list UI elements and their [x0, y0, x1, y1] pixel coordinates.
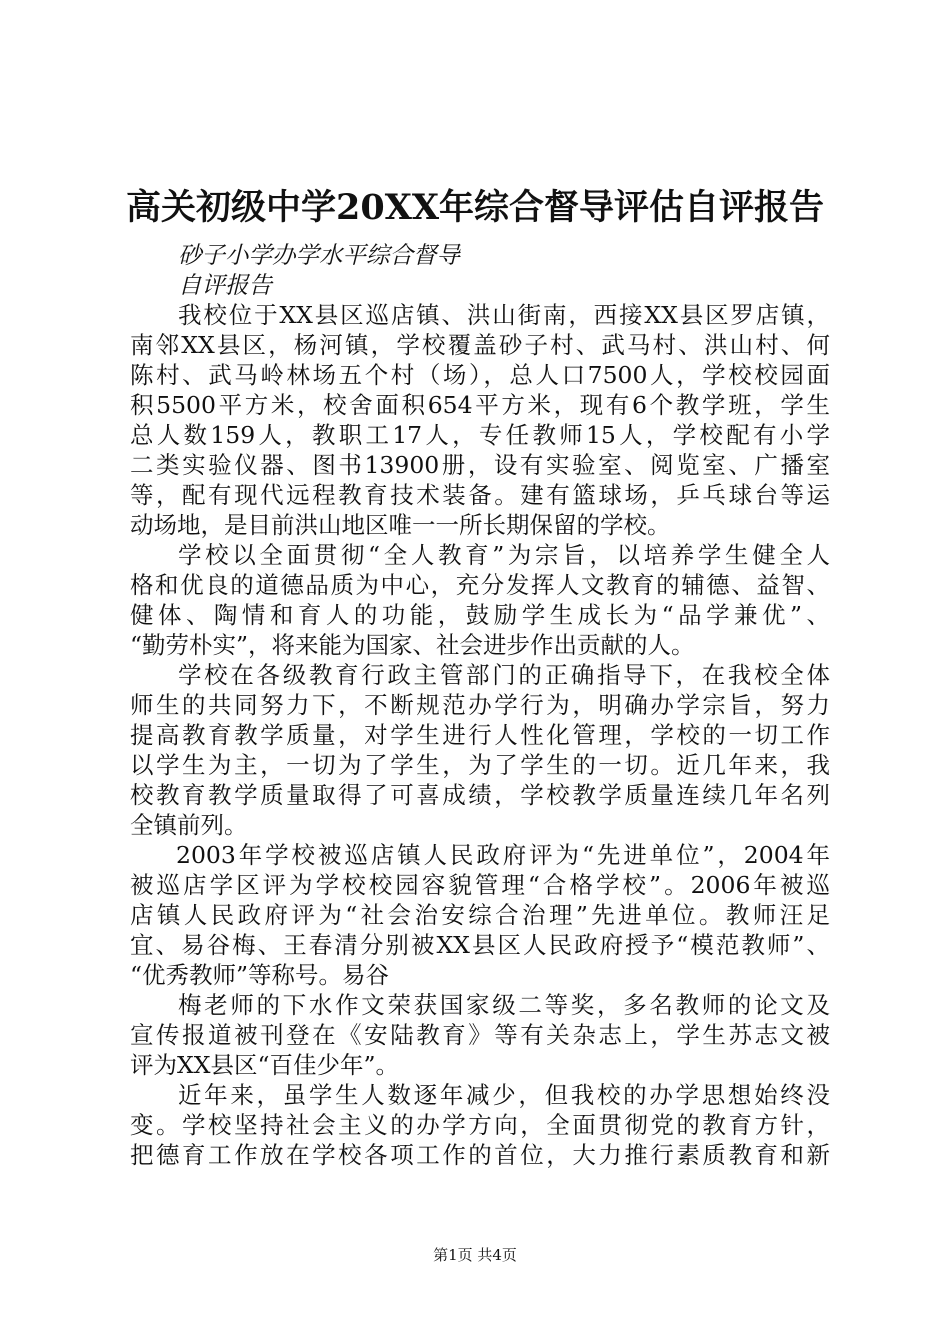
text-line: 学校在各级教育行政主管部门的正确指导下，在我校全体	[178, 661, 830, 689]
text-line: “优秀教师”等称号。易谷	[130, 961, 390, 989]
text-line: 近年来，虽学生人数逐年减少，但我校的办学思想始终没	[178, 1081, 830, 1109]
text-line: 店镇人民政府评为“社会治安综合治理”先进单位。教师汪足	[130, 901, 830, 929]
text-line: 提高教育教学质量，对学生进行人性化管理，学校的一切工作	[130, 721, 830, 749]
text-line: 校教育教学质量取得了可喜成绩，学校教学质量连续几年名列	[130, 781, 830, 809]
text-line: 南邻XX县区，杨河镇，学校覆盖砂子村、武马村、洪山村、何	[130, 331, 830, 359]
text-line: 把德育工作放在学校各项工作的首位，大力推行素质教育和新	[130, 1141, 830, 1169]
text-line: 积5500平方米，校舍面积654平方米，现有6个教学班，学生	[130, 391, 830, 419]
text-line: 被巡店学区评为学校校园容貌管理“合格学校”。2006年被巡	[130, 871, 830, 899]
page-footer: 第1页 共4页	[433, 1246, 517, 1264]
text-line: 格和优良的道德品质为中心，充分发挥人文教育的辅德、益智、	[130, 571, 830, 599]
text-line: 等，配有现代远程教育技术装备。建有篮球场，乒乓球台等运	[130, 481, 830, 509]
text-line: 变。学校坚持社会主义的办学方向，全面贯彻党的教育方针，	[130, 1111, 830, 1139]
text-line: 梅老师的下水作文荣获国家级二等奖，多名教师的论文及	[178, 991, 830, 1019]
text-line: 陈村、武马岭林场五个村（场），总人口7500人，学校校园面	[130, 361, 830, 389]
text-line: 以学生为主，一切为了学生，为了学生的一切。近几年来，我	[130, 751, 830, 779]
text-line: 宜、易谷梅、王春清分别被XX县区人民政府授予“模范教师”、	[130, 931, 830, 959]
text-line: 动场地，是目前洪山地区唯一一所长期保留的学校。	[130, 511, 671, 539]
text-line: 宣传报道被刊登在《安陆教育》等有关杂志上，学生苏志文被	[130, 1021, 830, 1049]
text-line: 我校位于XX县区巡店镇、洪山街南，西接XX县区罗店镇，	[178, 301, 830, 329]
text-line: 二类实验仪器、图书13900册，设有实验室、阅览室、广播室	[130, 451, 830, 479]
text-line: 评为XX县区“百佳少年”。	[130, 1051, 399, 1079]
text-line: 师生的共同努力下，不断规范办学行为，明确办学宗旨，努力	[130, 691, 830, 719]
document-title: 高关初级中学20XX年综合督导评估自评报告	[125, 187, 825, 228]
text-line: 全镇前列。	[130, 811, 248, 839]
text-line: “勤劳朴实”，将来能为国家、社会进步作出贡献的人。	[130, 631, 695, 659]
text-line: 学校以全面贯彻“全人教育”为宗旨，以培养学生健全人	[178, 541, 830, 569]
document-body	[130, 240, 830, 1170]
text-line: 总人数159人，教职工17人，专任教师15人，学校配有小学	[130, 421, 830, 449]
subtitle-line: 自评报告	[178, 271, 272, 299]
text-line: 健体、陶情和育人的功能，鼓励学生成长为“品学兼优”、	[130, 601, 830, 629]
subtitle-line: 砂子小学办学水平综合督导	[178, 241, 460, 269]
text-line: 2003年学校被巡店镇人民政府评为“先进单位”，2004年	[176, 841, 830, 869]
